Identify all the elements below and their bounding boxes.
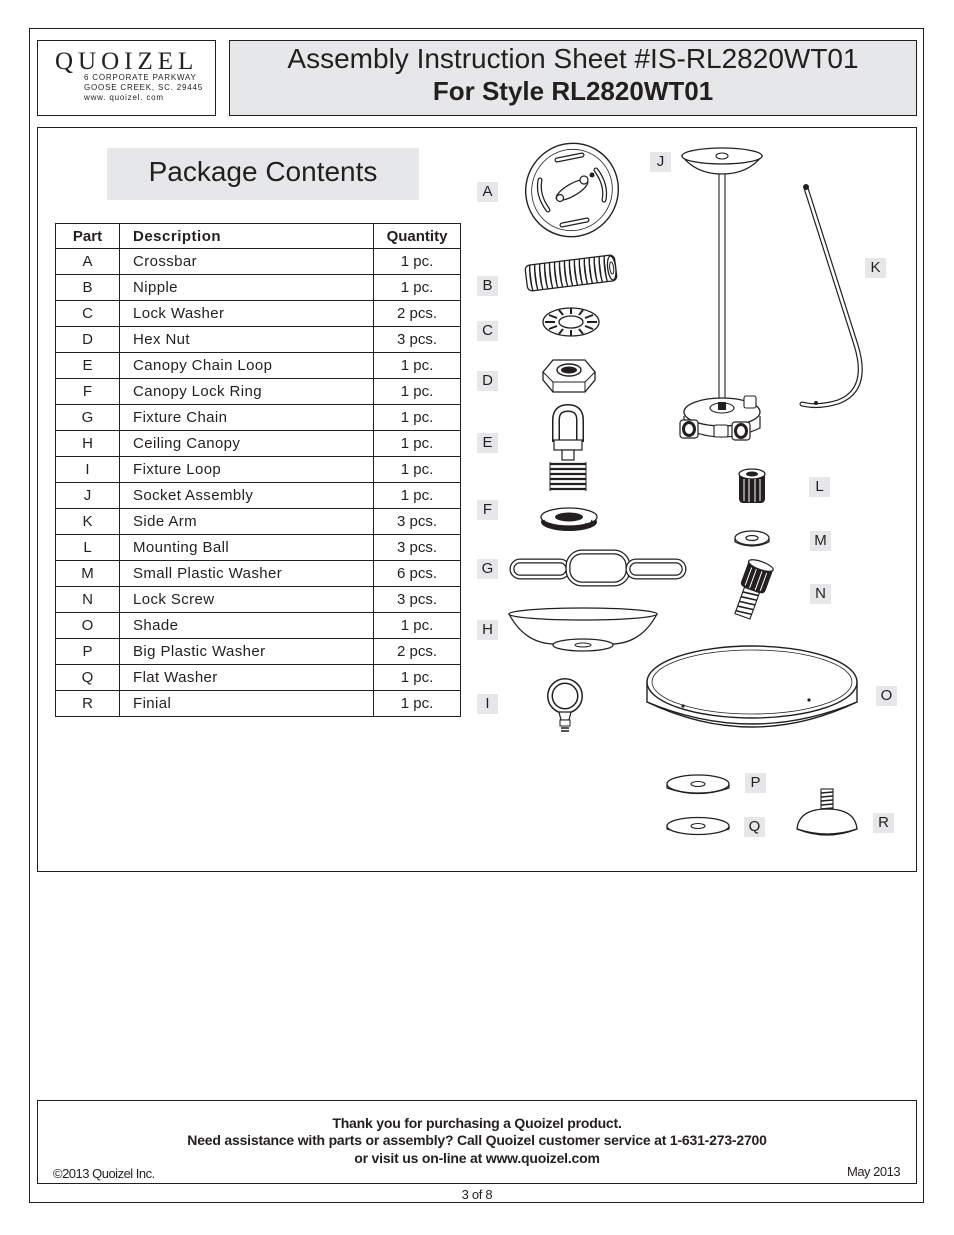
footer-assistance: Need assistance with parts or assembly? Call Quoizel customer service at 1-631-273-2700: [187, 1132, 767, 1148]
table-row: [56, 327, 461, 353]
column-header-quantity: Quantity: [374, 224, 461, 249]
part-letter: M: [56, 561, 120, 587]
part-letter: O: [56, 613, 120, 639]
table-row: [56, 535, 461, 561]
diagram-label-m: M: [810, 531, 831, 551]
table-row: [56, 639, 461, 665]
hex-nut-illustration: [539, 354, 599, 396]
ceiling-canopy-illustration: [505, 604, 661, 656]
part-letter: R: [56, 691, 120, 717]
footer-thanks: Thank you for purchasing a Quoizel product.: [332, 1115, 622, 1131]
part-letter: C: [56, 301, 120, 327]
address-line-2: GOOSE CREEK, SC. 29445: [84, 83, 203, 92]
diagram-label-d: D: [477, 371, 498, 391]
diagram-label-i: I: [477, 694, 498, 714]
flat-washer-illustration: [664, 815, 732, 841]
part-letter: N: [56, 587, 120, 613]
column-header-part: Part: [56, 224, 120, 249]
diagram-label-e: E: [477, 433, 498, 453]
parts-table: [55, 223, 461, 717]
part-letter: Q: [56, 665, 120, 691]
diagram-label-q: Q: [744, 817, 765, 837]
canopy-chain-loop-illustration: [540, 404, 596, 496]
big-plastic-washer-illustration: [664, 772, 732, 800]
part-letter: B: [56, 275, 120, 301]
quoizel-logo: QUOIZEL: [55, 48, 199, 75]
style-subtitle: For Style RL2820WT01: [432, 76, 714, 106]
nipple-illustration: [522, 252, 620, 294]
sheet-title: Assembly Instruction Sheet #IS-RL2820WT01: [287, 43, 859, 74]
socket-assembly-illustration: [676, 140, 768, 446]
part-letter: G: [56, 405, 120, 431]
part-quantity: 1 pc.: [374, 691, 461, 717]
part-quantity: 2 pcs.: [374, 301, 461, 327]
table-row: [56, 509, 461, 535]
part-quantity: 1 pc.: [374, 249, 461, 275]
part-quantity: 1 pc.: [374, 275, 461, 301]
table-row: [56, 379, 461, 405]
table-header-row: [56, 224, 461, 249]
diagram-label-j: J: [650, 152, 671, 172]
table-row: [56, 249, 461, 275]
part-description: Small Plastic Washer: [120, 561, 374, 587]
part-description: Canopy Chain Loop: [120, 353, 374, 379]
mounting-ball-illustration: [735, 467, 769, 507]
lock-screw-illustration: [728, 560, 776, 622]
fixture-chain-illustration: [508, 548, 688, 588]
footer-online: or visit us on-line at www.quoizel.com: [354, 1150, 600, 1166]
diagram-label-o: O: [876, 686, 897, 706]
part-quantity: 1 pc.: [374, 665, 461, 691]
part-letter: H: [56, 431, 120, 457]
part-letter: A: [56, 249, 120, 275]
part-quantity: 3 pcs.: [374, 509, 461, 535]
part-description: Mounting Ball: [120, 535, 374, 561]
diagram-label-l: L: [809, 477, 830, 497]
diagram-label-k: K: [865, 258, 886, 278]
part-description: Socket Assembly: [120, 483, 374, 509]
part-quantity: 1 pc.: [374, 353, 461, 379]
table-row: [56, 353, 461, 379]
diagram-label-h: H: [477, 620, 498, 640]
part-quantity: 1 pc.: [374, 457, 461, 483]
part-description: Big Plastic Washer: [120, 639, 374, 665]
revision-date: May 2013: [847, 1164, 901, 1179]
copyright: ©2013 Quoizel Inc.: [53, 1166, 155, 1181]
part-description: Nipple: [120, 275, 374, 301]
table-row: [56, 301, 461, 327]
diagram-label-g: G: [477, 559, 498, 579]
part-letter: F: [56, 379, 120, 405]
diagram-label-p: P: [745, 773, 766, 793]
part-quantity: 2 pcs.: [374, 639, 461, 665]
part-letter: J: [56, 483, 120, 509]
part-description: Canopy Lock Ring: [120, 379, 374, 405]
diagram-label-r: R: [873, 813, 894, 833]
table-row: [56, 431, 461, 457]
part-description: Finial: [120, 691, 374, 717]
part-quantity: 6 pcs.: [374, 561, 461, 587]
part-quantity: 3 pcs.: [374, 535, 461, 561]
diagram-label-f: F: [477, 500, 498, 520]
part-description: Lock Screw: [120, 587, 374, 613]
table-row: [56, 691, 461, 717]
shade-illustration: [643, 642, 861, 746]
part-quantity: 1 pc.: [374, 405, 461, 431]
diagram-label-c: C: [477, 321, 498, 341]
table-row: [56, 613, 461, 639]
table-row: [56, 483, 461, 509]
lock-washer-illustration: [541, 304, 601, 340]
part-quantity: 1 pc.: [374, 431, 461, 457]
part-description: Ceiling Canopy: [120, 431, 374, 457]
diagram-label-a: A: [477, 182, 498, 202]
part-letter: L: [56, 535, 120, 561]
part-letter: D: [56, 327, 120, 353]
part-description: Fixture Chain: [120, 405, 374, 431]
diagram-label-b: B: [477, 276, 498, 296]
part-description: Flat Washer: [120, 665, 374, 691]
diagram-label-n: N: [810, 584, 831, 604]
package-title: Package Contents: [148, 156, 378, 187]
small-plastic-washer-illustration: [732, 528, 772, 552]
fixture-loop-illustration: [545, 676, 585, 734]
page-number: 3 of 8: [461, 1187, 493, 1202]
part-letter: P: [56, 639, 120, 665]
part-description: Side Arm: [120, 509, 374, 535]
table-row: [56, 587, 461, 613]
table-row: [56, 561, 461, 587]
table-row: [56, 275, 461, 301]
column-header-description: Description: [120, 224, 374, 249]
address-line-3: www. quoizel. com: [84, 93, 164, 102]
part-quantity: 3 pcs.: [374, 587, 461, 613]
part-letter: I: [56, 457, 120, 483]
part-quantity: 1 pc.: [374, 379, 461, 405]
finial-illustration: [793, 785, 861, 843]
table-row: [56, 665, 461, 691]
part-quantity: 1 pc.: [374, 613, 461, 639]
table-row: [56, 405, 461, 431]
part-description: Lock Washer: [120, 301, 374, 327]
table-row: [56, 457, 461, 483]
side-arm-illustration: [796, 180, 872, 416]
part-quantity: 3 pcs.: [374, 327, 461, 353]
part-letter: K: [56, 509, 120, 535]
crossbar-illustration: [522, 140, 622, 240]
canopy-lock-ring-illustration: [538, 506, 600, 534]
address-line-1: 6 CORPORATE PARKWAY: [84, 73, 197, 82]
part-description: Hex Nut: [120, 327, 374, 353]
part-letter: E: [56, 353, 120, 379]
part-description: Fixture Loop: [120, 457, 374, 483]
part-description: Crossbar: [120, 249, 374, 275]
part-quantity: 1 pc.: [374, 483, 461, 509]
part-description: Shade: [120, 613, 374, 639]
